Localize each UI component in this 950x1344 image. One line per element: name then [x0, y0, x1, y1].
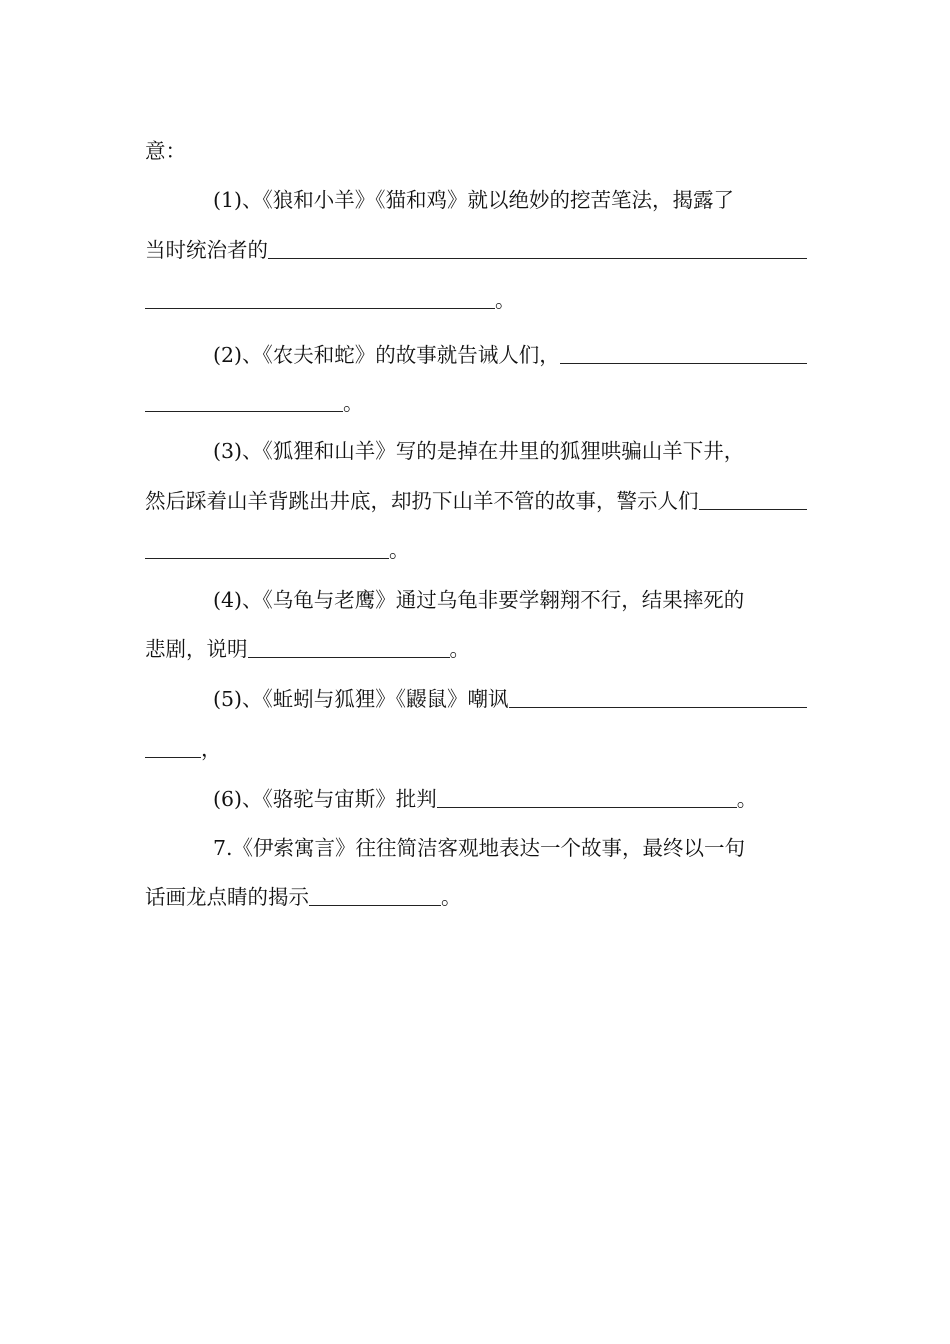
line-text: 。	[736, 787, 758, 811]
question-7-line-2	[145, 882, 807, 912]
answer-blank[interactable]	[699, 489, 808, 510]
question-6-line-1	[145, 784, 807, 814]
question-3-line-3	[145, 535, 807, 565]
question-2-line-1	[145, 340, 807, 370]
line-text: 。	[449, 637, 470, 661]
question-1-line-2	[145, 235, 807, 265]
line-text: 7.《伊索寓言》往往简洁客观地表达一个故事，最终以一句	[213, 836, 746, 860]
line-text: (3)、《狐狸和山羊》写的是掉在井里的狐狸哄骗山羊下井，	[213, 439, 745, 463]
answer-blank[interactable]	[509, 687, 807, 708]
question-5-line-2	[145, 734, 807, 764]
question-7-line-1	[145, 833, 807, 863]
line-text: 。	[343, 391, 364, 415]
line-text: 意：	[145, 139, 186, 163]
line-text: (4)、《乌龟与老鹰》通过乌龟非要学翱翔不行，结果摔死的	[213, 588, 745, 612]
question-3-line-2	[145, 486, 807, 516]
question-1-line-1	[145, 185, 807, 215]
question-3-line-1	[145, 436, 807, 466]
answer-blank[interactable]	[145, 288, 495, 309]
question-4-line-2	[145, 634, 807, 664]
answer-blank[interactable]	[145, 737, 201, 758]
line-text: 然后踩着山羊背跳出井底，却扔下山羊不管的故事，警示人们	[145, 489, 699, 513]
line-text: 。	[495, 288, 516, 312]
line-text: (2)、《农夫和蛇》的故事就告诫人们，	[213, 343, 560, 367]
answer-blank[interactable]	[560, 343, 807, 364]
answer-blank[interactable]	[268, 238, 807, 259]
answer-blank[interactable]	[437, 787, 737, 808]
question-4-line-1	[145, 585, 807, 615]
line-text: (6)、《骆驼与宙斯》批判	[213, 787, 437, 811]
line-text: ，	[201, 737, 222, 761]
line-text: 话画龙点睛的揭示	[145, 885, 309, 909]
line-text: 当时统治者的	[145, 238, 268, 262]
line-text: 。	[441, 885, 462, 909]
line-text: 悲剧，说明	[145, 637, 248, 661]
text-line	[145, 136, 807, 166]
line-text: (5)、《蚯蚓与狐狸》《鼹鼠》嘲讽	[213, 687, 509, 711]
answer-blank[interactable]	[145, 538, 389, 559]
answer-blank[interactable]	[309, 885, 441, 906]
question-5-line-1	[145, 684, 807, 714]
question-2-line-2	[145, 388, 807, 418]
line-text: 。	[389, 538, 410, 562]
answer-blank[interactable]	[145, 391, 343, 412]
question-1-line-3	[145, 285, 807, 315]
line-text: (1)、《狼和小羊》《猫和鸡》就以绝妙的挖苦笔法，揭露了	[213, 188, 735, 212]
answer-blank[interactable]	[248, 637, 450, 658]
